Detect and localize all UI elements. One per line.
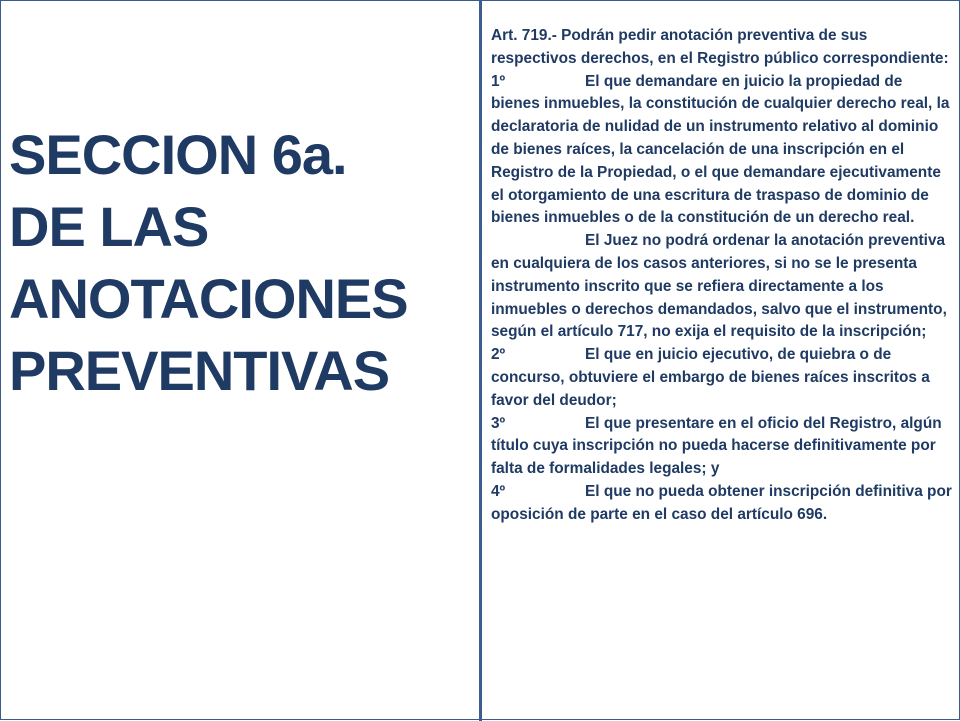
column-divider	[479, 1, 482, 721]
item-1-paragraph-2-text: El Juez no podrá ordenar la anotación preventiva en cualquiera de los casos anteriores, si no se le presenta instrumento inscrito que se refiera directamente a los inmuebles o derechos demandados, salvo que el instrumento, según el artículo 717, no exija el requisito de la inscripción;	[491, 232, 947, 341]
title-line-2: DE LAS	[9, 195, 209, 258]
item-3	[491, 413, 953, 481]
item-4-number: 4º	[491, 482, 506, 500]
article-heading: Art. 719.- Podrán pedir anotación preventiva de sus respectivos derechos, en el Registro público correspondiente:	[491, 27, 949, 67]
section-title	[9, 119, 471, 407]
item-2	[491, 344, 953, 412]
title-line-3: ANOTACIONES	[9, 267, 408, 330]
item-1-paragraph-2	[491, 230, 953, 344]
title-line-1: SECCION 6a.	[9, 123, 347, 186]
title-line-4: PREVENTIVAS	[9, 339, 390, 402]
item-2-text: El que en juicio ejecutivo, de quiebra o de concurso, obtuviere el embargo de bienes raíces inscritos a favor del deudor;	[491, 346, 930, 409]
item-1-text: El que demandare en juicio la propiedad de bienes inmuebles, la constitución de cualquier derecho real, la declaratoria de nulidad de un instrumento relativo al dominio de bienes raíces, la cancelación de una inscripción en el Registro de la Propiedad, o el que demandare ejecutivamente el otorgamiento de una escritura de traspaso de dominio de bienes inmuebles o de la constitución de un derecho real.	[491, 72, 950, 227]
article-text	[491, 25, 953, 527]
item-4-text: El que no pueda obtener inscripción definitiva por oposición de parte en el caso del artículo 696.	[491, 482, 952, 523]
item-4	[491, 481, 953, 527]
item-3-number: 3º	[491, 414, 506, 432]
item-2-number: 2º	[491, 346, 506, 364]
item-1-number: 1º	[491, 72, 506, 90]
item-1	[491, 71, 953, 231]
item-3-text: El que presentare en el oficio del Registro, algún título cuya inscripción no pueda hacerse definitivamente por falta de formalidades legales; y	[491, 414, 942, 478]
